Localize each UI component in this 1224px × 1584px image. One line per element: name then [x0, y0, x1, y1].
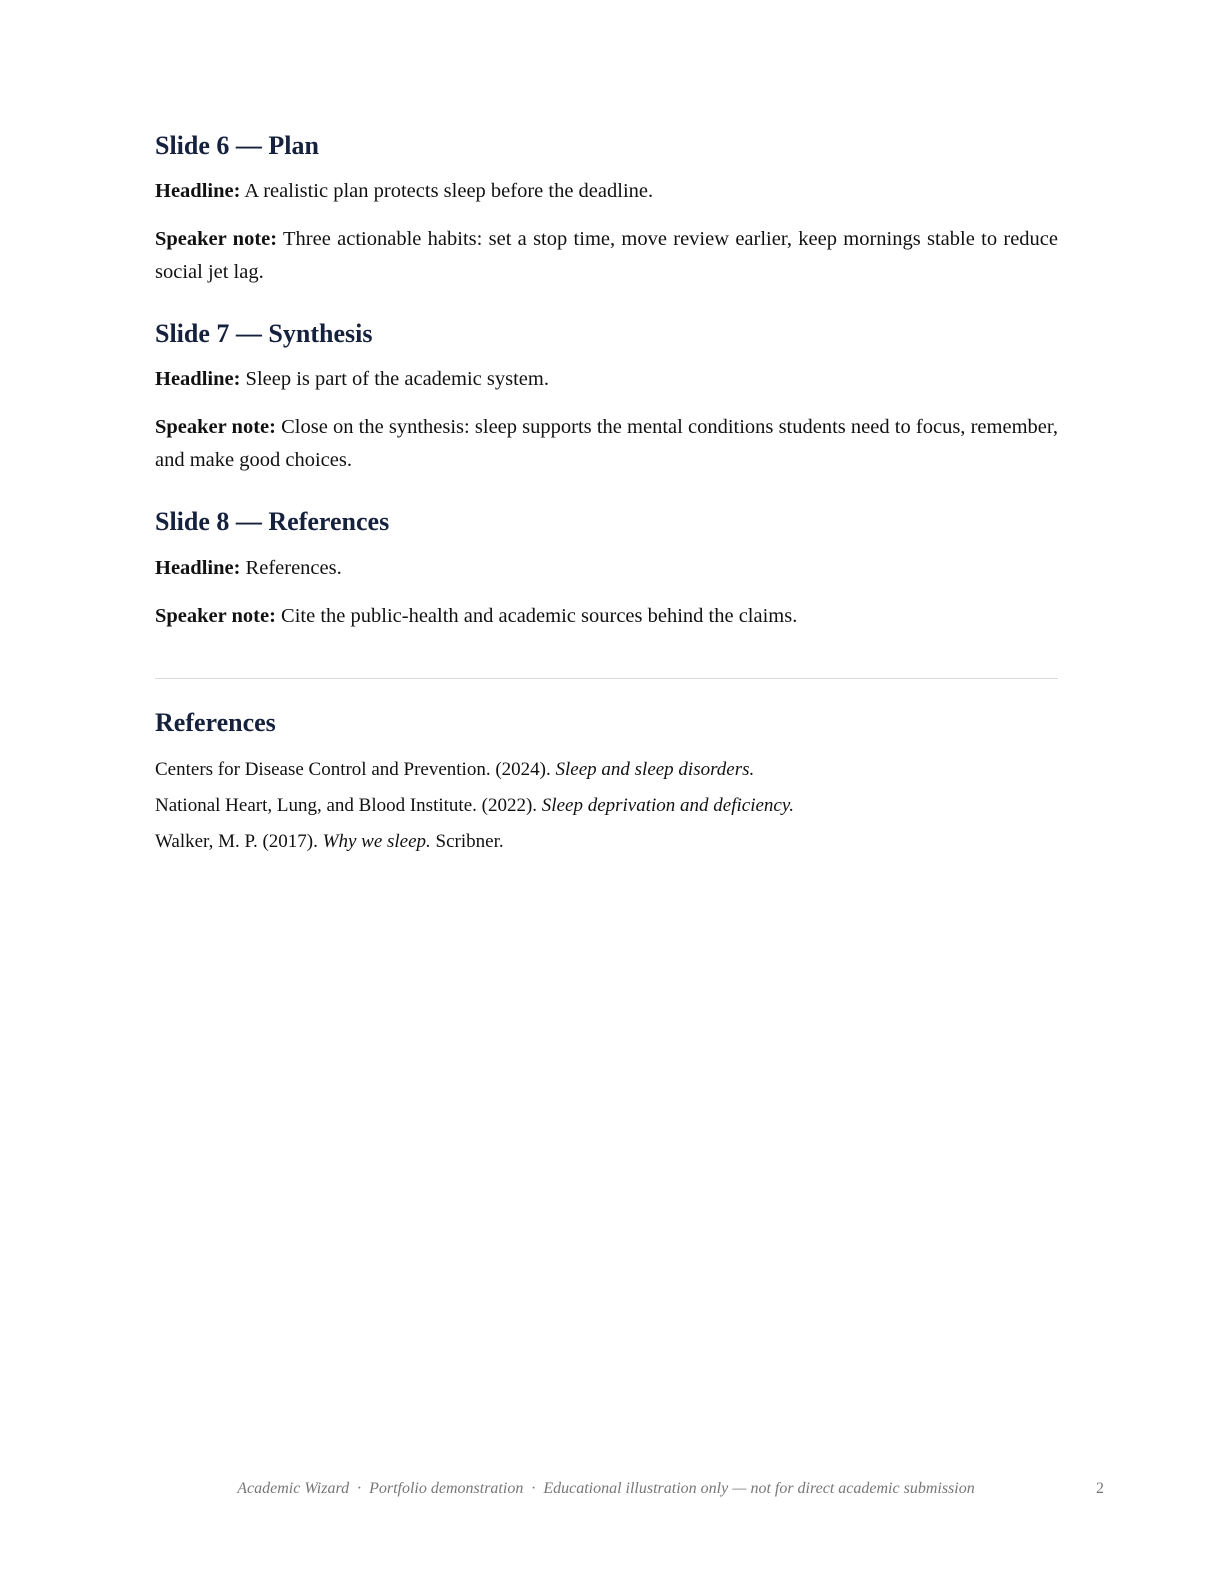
headline-text: A realistic plan protects sleep before the deadline.: [244, 180, 654, 203]
footer-disclaimer: Educational illustration only — not for direct academic submission: [543, 1480, 975, 1497]
reference-author-year: Walker, M. P. (2017).: [155, 830, 323, 852]
reference-title: Why we sleep.: [322, 830, 431, 852]
speaker-note-label: Speaker note:: [155, 604, 276, 627]
slide-speaker-note: [155, 223, 1058, 289]
slide-headline: [155, 552, 1058, 585]
footer-separator: ·: [357, 1480, 362, 1497]
speaker-note-text: Close on the synthesis: sleep supports the mental conditions students need to focus, remember, and make good choices.: [155, 416, 1058, 472]
slide-section-7: [155, 318, 1058, 477]
reference-author-year: National Heart, Lung, and Blood Institute. (2022).: [155, 794, 542, 816]
headline-label: Headline:: [155, 368, 241, 391]
page-number: 2: [1096, 1480, 1104, 1497]
slide-heading: Slide 8 — References: [155, 507, 390, 537]
speaker-note-label: Speaker note:: [155, 228, 278, 251]
speaker-note-text: Three actionable habits: set a stop time, move review earlier, keep mornings stable to reduce social jet lag.: [155, 228, 1058, 284]
page-footer: [0, 1480, 1224, 1504]
slide-headline: [155, 363, 1058, 396]
slide-heading: Slide 6 — Plan: [155, 131, 319, 160]
headline-label: Headline:: [155, 556, 241, 579]
reference-title: Sleep deprivation and deficiency.: [541, 794, 794, 816]
slide-speaker-note: [155, 411, 1058, 477]
slide-heading: Slide 7 — Synthesis: [155, 319, 373, 349]
footer-text: [0, 1480, 1212, 1498]
headline-label: Headline:: [155, 180, 241, 203]
document-body: [155, 130, 1058, 860]
slide-section-8: [155, 506, 1058, 632]
slide-speaker-note: [155, 600, 1058, 633]
reference-title: Sleep and sleep disorders.: [555, 758, 755, 780]
headline-text: References.: [245, 556, 342, 579]
headline-text: Sleep is part of the academic system.: [245, 368, 549, 391]
slide-headline: [155, 175, 1058, 208]
reference-item: [155, 824, 1058, 860]
references-heading: References: [155, 707, 276, 737]
reference-publisher: Scribner.: [430, 830, 504, 852]
section-divider: [155, 678, 1058, 679]
footer-brand: Academic Wizard: [237, 1480, 350, 1497]
reference-author-year: Centers for Disease Control and Prevention. (2024).: [155, 758, 556, 780]
reference-list: [155, 752, 1058, 860]
speaker-note-label: Speaker note:: [155, 416, 276, 439]
slide-section-6: [155, 130, 1058, 289]
speaker-note-text: Cite the public-health and academic sources behind the claims.: [281, 604, 798, 627]
reference-item: [155, 788, 1058, 824]
references-section: [155, 707, 1058, 860]
footer-label: Portfolio demonstration: [369, 1480, 524, 1497]
footer-separator: ·: [531, 1480, 536, 1497]
reference-item: [155, 752, 1058, 788]
